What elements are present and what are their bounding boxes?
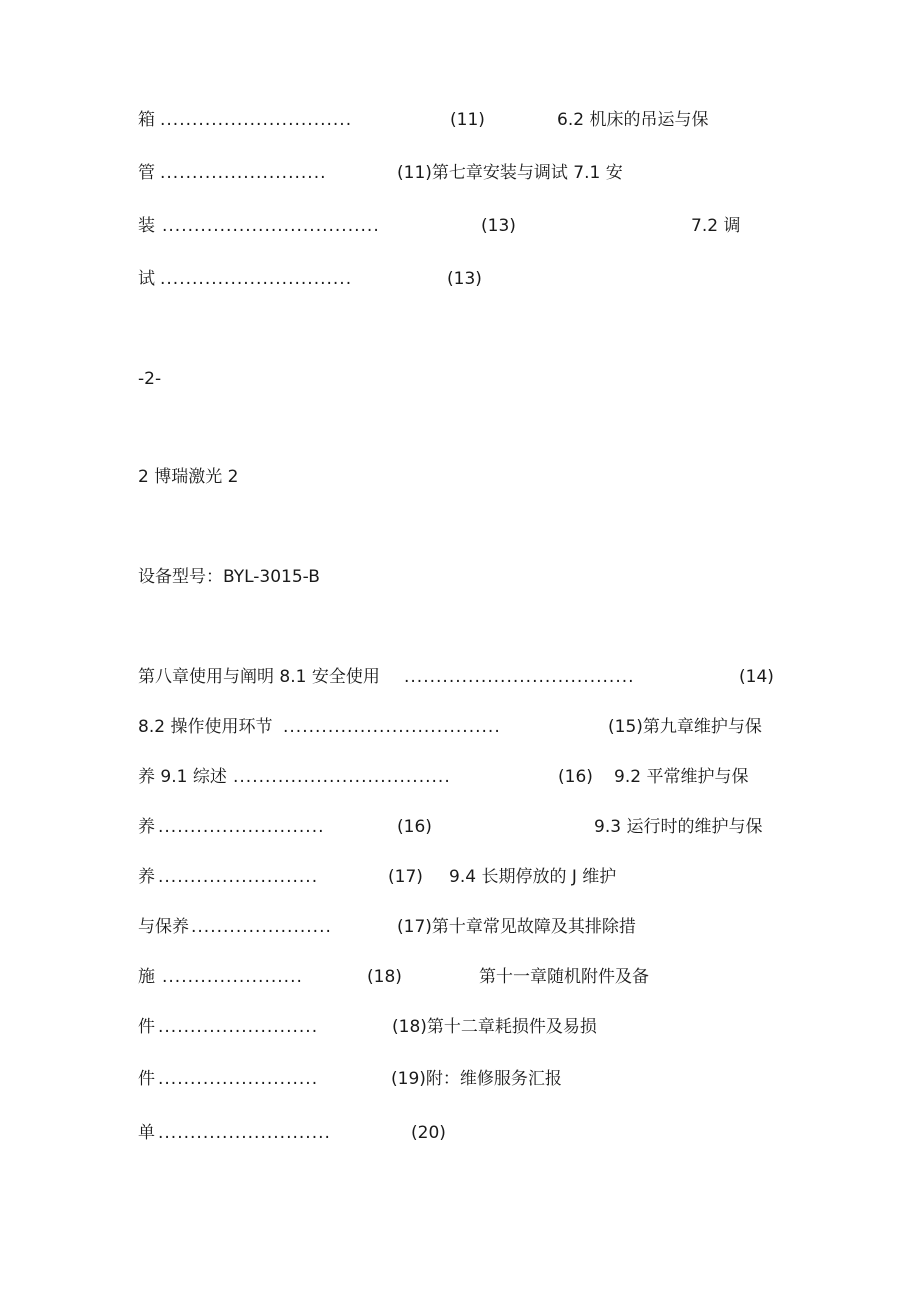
toc-page-ref: (11)第七章安装与调试 7.1 安: [397, 163, 623, 183]
toc-page-ref: (13): [447, 269, 482, 289]
toc-page-ref: (18)第十二章耗损件及易损: [392, 1017, 597, 1037]
toc-line: [0, 1120, 446, 1146]
toc-entry-start: 件: [138, 1017, 155, 1037]
toc-page-ref: (14): [739, 667, 774, 687]
toc-entry-start: 施: [138, 967, 155, 987]
toc-leader-dots: ......................: [191, 917, 332, 937]
toc-page-ref: (19)附：维修服务汇报: [391, 1069, 562, 1089]
toc-entry-continuation: 9.3 运行时的维护与保: [594, 817, 763, 837]
toc-leader-dots: .........................: [158, 1069, 319, 1089]
toc-entry-start: 箱: [138, 110, 155, 130]
toc-leader-dots: ..........................: [160, 163, 327, 183]
toc-line: [0, 213, 741, 239]
toc-page-ref: (17)第十章常见故障及其排除措: [397, 917, 636, 937]
toc-entry-continuation: 7.2 调: [691, 216, 741, 236]
toc-page-ref: (17): [388, 867, 423, 887]
toc-leader-dots: ....................................: [404, 667, 635, 687]
toc-entry-continuation: 6.2 机床的吊运与保: [557, 110, 709, 130]
model-line: [0, 564, 320, 590]
toc-leader-dots: ..................................: [283, 717, 501, 737]
page-header: [0, 464, 239, 490]
model-line-text: 设备型号：BYL-3015-B: [138, 567, 320, 587]
page-header-text: 2 博瑞激光 2: [138, 467, 239, 487]
toc-leader-dots: .........................: [158, 867, 319, 887]
page-number-text: -2-: [138, 369, 162, 389]
toc-leader-dots: ...........................: [158, 1123, 331, 1143]
toc-line: [0, 1066, 562, 1092]
toc-line: [0, 864, 617, 890]
toc-leader-dots: ......................: [162, 967, 303, 987]
toc-entry-start: 养: [138, 867, 155, 887]
toc-entry-start: 与保养: [138, 917, 189, 937]
toc-leader-dots: ..................................: [162, 216, 380, 236]
toc-entry-continuation: 9.4 长期停放的 J 维护: [449, 867, 617, 887]
toc-entry-continuation: 第十一章随机附件及备: [479, 967, 649, 987]
toc-page-ref: (16): [558, 767, 593, 787]
toc-entry-start: 8.2 操作使用环节: [138, 717, 273, 737]
toc-leader-dots: ..............................: [160, 269, 353, 289]
page-number: [0, 366, 162, 392]
toc-entry-start: 第八章使用与阐明 8.1 安全使用: [138, 667, 380, 687]
toc-leader-dots: ..........................: [158, 817, 325, 837]
toc-page-ref: (20): [411, 1123, 446, 1143]
toc-leader-dots: ..............................: [160, 110, 353, 130]
toc-entry-start: 件: [138, 1069, 155, 1089]
toc-line: [0, 814, 763, 840]
toc-line: [0, 1014, 597, 1040]
toc-leader-dots: .........................: [158, 1017, 319, 1037]
toc-page-ref: (18): [367, 967, 402, 987]
toc-line: [0, 764, 749, 790]
toc-entry-start: 养 9.1 综述: [138, 767, 227, 787]
toc-line: [0, 664, 774, 690]
toc-leader-dots: ..................................: [233, 767, 451, 787]
toc-line: [0, 160, 623, 186]
toc-page-ref: (13): [481, 216, 516, 236]
toc-page-ref: (15)第九章维护与保: [608, 717, 762, 737]
toc-line: [0, 964, 649, 990]
toc-line: [0, 714, 762, 740]
toc-entry-start: 单: [138, 1123, 155, 1143]
toc-page-ref: (16): [397, 817, 432, 837]
toc-entry-start: 试: [138, 269, 155, 289]
toc-line: [0, 107, 709, 133]
toc-entry-start: 管: [138, 163, 155, 183]
toc-entry-start: 装: [138, 216, 155, 236]
toc-entry-continuation: 9.2 平常维护与保: [614, 767, 749, 787]
toc-entry-start: 养: [138, 817, 155, 837]
toc-line: [0, 914, 636, 940]
toc-line: [0, 266, 482, 292]
toc-page-ref: (11): [450, 110, 485, 130]
